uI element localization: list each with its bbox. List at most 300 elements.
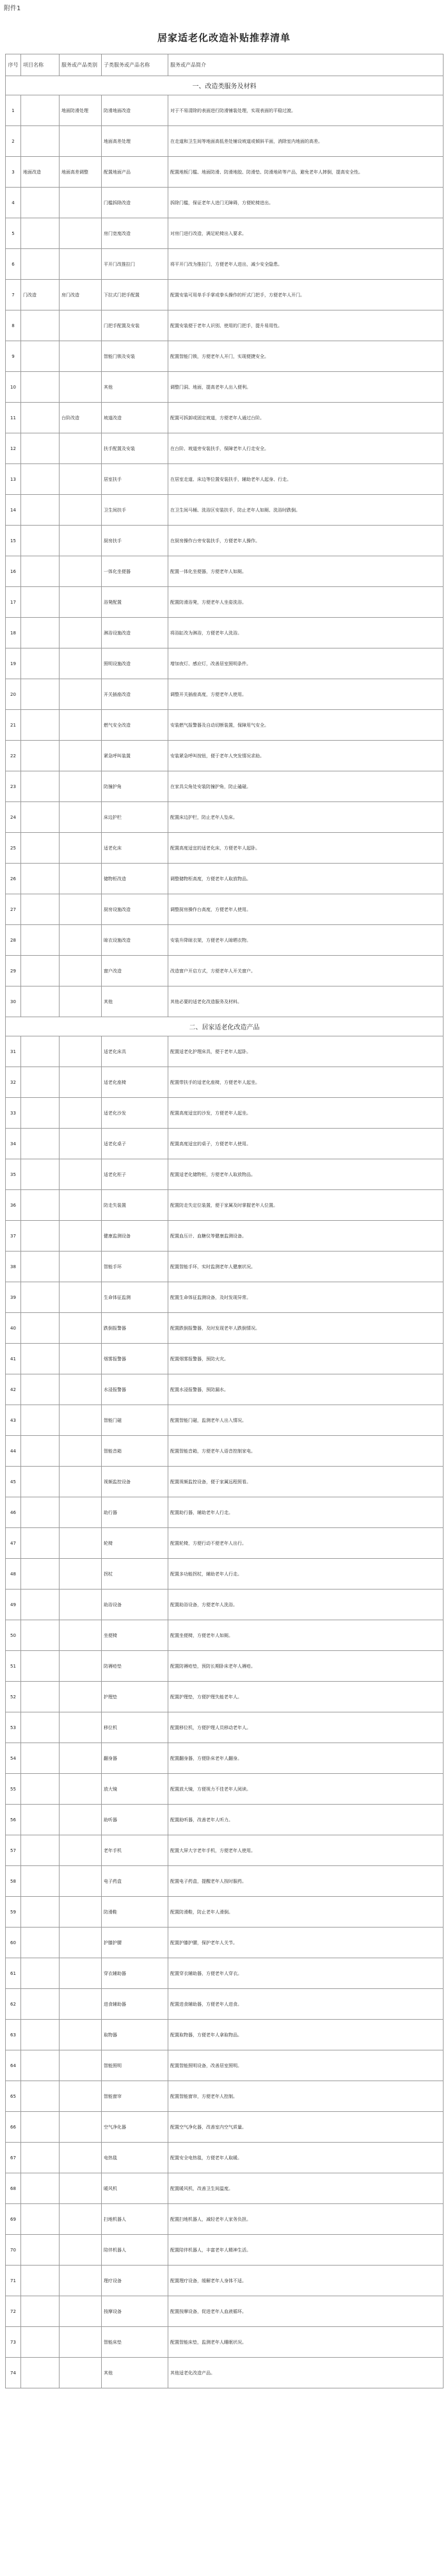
row-number: 8 [6,310,21,341]
row-category [60,1467,102,1497]
row-project [21,1190,60,1220]
row-description: 将浴缸改为淋浴，方便老年人洗浴。 [168,618,444,648]
row-number: 50 [6,1620,21,1650]
row-subcategory: 地面高差处理 [102,126,168,156]
row-subcategory: 平开门改推拉门 [102,249,168,279]
row-category [60,372,102,402]
row-description: 配置扫地机器人，减轻老年人家务负担。 [168,2204,444,2234]
table-row [6,249,444,280]
table-row [6,1129,444,1159]
row-description: 在台阶、坡道旁安装扶手，保障老年人行走安全。 [168,433,444,463]
row-subcategory: 扫地机器人 [102,2204,168,2234]
row-category [60,1405,102,1435]
row-project [21,249,60,279]
row-description: 配置安全电热毯，方便老年人取暖。 [168,2143,444,2173]
row-description: 配置助听器，改善老年人听力。 [168,1805,444,1835]
row-subcategory: 其他 [102,372,168,402]
row-description: 在卫生间马桶、洗浴区安装扶手，防止老年人如厕、洗浴时跌倒。 [168,495,444,525]
row-project [21,2235,60,2265]
row-project [21,126,60,156]
table-row [6,2204,444,2235]
row-number: 58 [6,1866,21,1896]
row-subcategory: 电热毯 [102,2143,168,2173]
row-description: 配置床边护栏，防止老年人坠床。 [168,802,444,832]
row-description: 配置适老化储物柜，方便老年人取放物品。 [168,1159,444,1189]
row-category [60,2327,102,2357]
table-row [6,1405,444,1436]
row-number: 55 [6,1774,21,1804]
row-number: 14 [6,495,21,525]
row-project [21,1712,60,1743]
header-category: 服务或产品类别 [60,54,102,76]
row-description: 配置高度适宜的沙发，方便老年人起坐。 [168,1098,444,1128]
row-subcategory: 适老化床具 [102,1036,168,1067]
row-number: 65 [6,2081,21,2111]
row-project [21,2204,60,2234]
row-description: 配置血压计、血糖仪等健康监测设备。 [168,1221,444,1251]
row-number: 24 [6,802,21,832]
row-project [21,2327,60,2357]
row-subcategory: 视频监控设备 [102,1467,168,1497]
row-category [60,1282,102,1312]
row-project [21,1958,60,1988]
row-subcategory: 浴凳配置 [102,587,168,617]
row-subcategory: 卫生间扶手 [102,495,168,525]
row-subcategory: 助行器 [102,1497,168,1527]
row-project [21,433,60,463]
row-description: 将平开门改为推拉门，方便老年人进出，减少安全隐患。 [168,249,444,279]
row-subcategory: 适老化座椅 [102,1067,168,1097]
row-number: 29 [6,956,21,986]
table-row [6,1989,444,2020]
row-project [21,310,60,341]
row-project [21,1989,60,2019]
row-project [21,1098,60,1128]
row-subcategory: 防走失装置 [102,1190,168,1220]
row-number: 31 [6,1036,21,1067]
table-row [6,587,444,618]
row-project [21,341,60,371]
row-subcategory: 门把手配置及安装 [102,310,168,341]
section-row [6,76,444,95]
row-category [60,833,102,863]
row-description: 配置暖风机，改善卫生间温度。 [168,2173,444,2203]
row-category [60,1897,102,1927]
row-subcategory: 防撞护角 [102,771,168,801]
table-row [6,648,444,679]
row-description: 配置放大镜，方便视力不佳老年人阅读。 [168,1774,444,1804]
row-project [21,833,60,863]
row-description: 在走道和卫生间等地面高低差处铺设坡道或倾斜平面，消除室内地面的高差。 [168,126,444,156]
row-project [21,2143,60,2173]
row-project [21,1036,60,1067]
row-description: 配置理疗设备，缓解老年人身体不适。 [168,2266,444,2296]
header-description: 服务或产品简介 [168,54,444,76]
row-subcategory: 老年手机 [102,1835,168,1865]
table-row [6,1374,444,1405]
row-subcategory: 燃气安全改造 [102,710,168,740]
table-row [6,556,444,587]
row-number: 54 [6,1743,21,1773]
row-description: 配置安装便于老年人识别、使用的门把手，提升易用性。 [168,310,444,341]
row-project [21,2020,60,2050]
row-project [21,1313,60,1343]
table-row [6,1190,444,1221]
table-row [6,310,444,341]
table-row [6,833,444,864]
row-project [21,648,60,679]
row-number: 6 [6,249,21,279]
row-project [21,1344,60,1374]
table-row [6,1712,444,1743]
row-description: 在居室走道、床边等位置安装扶手，辅助老年人起身、行走。 [168,464,444,494]
row-category [60,1805,102,1835]
row-subcategory: 厨房扶手 [102,526,168,556]
row-project [21,1897,60,1927]
table-row [6,2020,444,2050]
row-category [60,126,102,156]
row-subcategory: 助浴设备 [102,1590,168,1620]
row-description: 配置大屏大字老年手机，方便老年人使用。 [168,1835,444,1865]
row-subcategory: 照明设施改造 [102,648,168,679]
row-project [21,618,60,648]
row-subcategory: 一体化坐便器 [102,556,168,586]
row-category [60,1374,102,1405]
row-category [60,1067,102,1097]
row-category [60,2112,102,2142]
row-description: 调整厨房操作台高度，方便老年人使用。 [168,894,444,924]
row-project [21,1528,60,1558]
row-number: 3 [6,157,21,187]
row-category [60,1651,102,1681]
row-number: 23 [6,771,21,801]
row-subcategory: 护理垫 [102,1682,168,1712]
section-title: 一、改造类服务及材料 [6,76,444,95]
row-category [60,1559,102,1589]
table-row [6,1313,444,1344]
table-row [6,2050,444,2081]
table-row [6,2266,444,2296]
row-category [60,310,102,341]
row-number: 52 [6,1682,21,1712]
row-project: 门改造 [21,280,60,310]
row-description: 配置穿衣辅助器，方便老年人穿衣。 [168,1958,444,1988]
table-row [6,1651,444,1682]
row-description: 配置视频监控设备，便于家属远程照看。 [168,1467,444,1497]
row-number: 15 [6,526,21,556]
row-description: 改造窗户开启方式，方便老年人开关窗户。 [168,956,444,986]
table-row [6,1436,444,1467]
row-subcategory: 智能床垫 [102,2327,168,2357]
row-number: 1 [6,95,21,125]
row-category [60,2020,102,2050]
row-project [21,1497,60,1527]
row-number: 70 [6,2235,21,2265]
row-project [21,1252,60,1282]
row-project [21,1221,60,1251]
table-row [6,1098,444,1129]
row-subcategory: 防滑鞋 [102,1897,168,1927]
row-category [60,956,102,986]
row-category [60,495,102,525]
row-description: 配置智能床垫，监测老年人睡眠状况。 [168,2327,444,2357]
row-project [21,2296,60,2326]
row-description: 其他必要的适老化改造服务及材料。 [168,986,444,1017]
row-subcategory: 拐杖 [102,1559,168,1589]
section-row [6,1017,444,1036]
row-number: 22 [6,741,21,771]
row-project [21,1374,60,1405]
row-description: 配置防滑浴凳，方便老年人坐姿洗浴。 [168,587,444,617]
row-subcategory: 跌倒报警器 [102,1313,168,1343]
table-row [6,280,444,310]
row-subcategory: 其他 [102,2358,168,2388]
table-row [6,1774,444,1805]
row-project [21,1928,60,1958]
table-row [6,2235,444,2266]
table-row [6,1743,444,1774]
row-number: 13 [6,464,21,494]
row-number: 11 [6,403,21,433]
row-project [21,802,60,832]
row-number: 35 [6,1159,21,1189]
row-number: 56 [6,1805,21,1835]
row-number: 32 [6,1067,21,1097]
row-subcategory: 门槛拆除改造 [102,188,168,218]
row-description: 增加夜灯、感应灯，改善居室照明条件。 [168,648,444,679]
row-category [60,802,102,832]
table-row [6,188,444,218]
row-subcategory: 水浸报警器 [102,1374,168,1405]
row-number: 74 [6,2358,21,2388]
row-subcategory: 厨房设施改造 [102,894,168,924]
row-project [21,1651,60,1681]
row-category [60,2358,102,2388]
table-row [6,771,444,802]
table-row [6,2112,444,2143]
row-description: 配置高度适宜的适老化床，方便老年人起卧。 [168,833,444,863]
row-category [60,587,102,617]
row-number: 12 [6,433,21,463]
row-project [21,1405,60,1435]
row-category [60,1743,102,1773]
row-subcategory: 适老化沙发 [102,1098,168,1128]
row-category [60,1774,102,1804]
row-category [60,710,102,740]
row-description: 配置智能门锁，方便老年人开门，实现便捷安全。 [168,341,444,371]
row-description: 配置安装可用单手手掌或拳头操作的杆式门把手，方便老年人开门。 [168,280,444,310]
row-category [60,2204,102,2234]
table-header-row [6,54,444,76]
row-project [21,1590,60,1620]
row-number: 62 [6,1989,21,2019]
header-no: 序号 [6,54,21,76]
table-row [6,1559,444,1590]
row-description: 配置智能照明设备，改善居室照明。 [168,2050,444,2081]
row-subcategory: 翻身器 [102,1743,168,1773]
row-project [21,2173,60,2203]
row-number: 44 [6,1436,21,1466]
row-number: 17 [6,587,21,617]
row-category [60,1436,102,1466]
row-number: 57 [6,1835,21,1865]
table-row [6,126,444,157]
row-description: 安装紧急呼叫按钮，便于老年人突发情况求助。 [168,741,444,771]
row-project [21,1159,60,1189]
row-number: 49 [6,1590,21,1620]
row-project [21,1436,60,1466]
row-subcategory: 防滑地面改造 [102,95,168,125]
row-number: 59 [6,1897,21,1927]
row-category [60,218,102,248]
row-project [21,1067,60,1097]
row-project [21,372,60,402]
table-row [6,1958,444,1989]
row-number: 46 [6,1497,21,1527]
row-number: 27 [6,894,21,924]
row-description: 调整储物柜高度，方便老年人取放物品。 [168,864,444,894]
table-row [6,2358,444,2388]
row-category [60,1928,102,1958]
row-number: 16 [6,556,21,586]
row-subcategory: 淋浴设施改造 [102,618,168,648]
row-number: 53 [6,1712,21,1743]
row-subcategory: 坐便椅 [102,1620,168,1650]
row-description: 拆除门槛，保证老年人进门无障碍，方便轮椅进出。 [168,188,444,218]
row-subcategory: 居室扶手 [102,464,168,494]
row-subcategory: 护膝护腰 [102,1928,168,1958]
row-subcategory: 按摩设备 [102,2296,168,2326]
table-row [6,864,444,894]
row-number: 36 [6,1190,21,1220]
row-category [60,1221,102,1251]
row-project [21,556,60,586]
row-description: 配置烟雾报警器，预防火灾。 [168,1344,444,1374]
row-category [60,771,102,801]
row-description: 安装燃气报警器及自动切断装置，保障用气安全。 [168,710,444,740]
checklist-table [5,54,444,2388]
row-subcategory: 烟雾报警器 [102,1344,168,1374]
row-number: 30 [6,986,21,1017]
row-project [21,188,60,218]
row-category [60,1036,102,1067]
row-number: 43 [6,1405,21,1435]
row-number: 25 [6,833,21,863]
row-number: 60 [6,1928,21,1958]
row-project [21,526,60,556]
table-row [6,2327,444,2358]
row-category [60,556,102,586]
row-project [21,679,60,709]
row-subcategory: 其他 [102,986,168,1017]
row-subcategory: 穿衣辅助器 [102,1958,168,1988]
row-number: 47 [6,1528,21,1558]
row-project [21,771,60,801]
row-subcategory: 智能门锁及安装 [102,341,168,371]
row-number: 38 [6,1252,21,1282]
row-project [21,1743,60,1773]
row-category [60,2143,102,2173]
table-row [6,1282,444,1313]
row-subcategory: 轮椅 [102,1528,168,1558]
row-description: 配置助浴设备，方便老年人洗浴。 [168,1590,444,1620]
row-subcategory: 开关插座改造 [102,679,168,709]
row-number: 9 [6,341,21,371]
row-project [21,2112,60,2142]
table-row [6,986,444,1017]
row-description: 配置智能手环，实时监测老年人健康状况。 [168,1252,444,1282]
row-description: 配置防褥疮垫，预防长期卧床老年人褥疮。 [168,1651,444,1681]
row-category [60,1497,102,1527]
page-title: 居家适老化改造补贴推荐清单 [157,32,291,44]
row-category [60,1129,102,1159]
table-row [6,2173,444,2204]
row-project [21,495,60,525]
table-row [6,95,444,126]
row-subcategory: 放大镜 [102,1774,168,1804]
row-description: 配置空气净化器，改善室内空气质量。 [168,2112,444,2142]
table-row [6,1682,444,1712]
table-row [6,403,444,433]
row-project [21,2358,60,2388]
table-row [6,495,444,526]
row-description: 配置移位机，方便护理人员移动老年人。 [168,1712,444,1743]
table-row [6,157,444,188]
row-number: 10 [6,372,21,402]
row-category [60,618,102,648]
row-subcategory: 坡道改造 [102,403,168,433]
table-row [6,1344,444,1374]
row-subcategory: 生命体征监测 [102,1282,168,1312]
row-number: 73 [6,2327,21,2357]
table-row [6,526,444,556]
row-category [60,249,102,279]
attachment-label: 附件1 [4,5,21,12]
row-description: 配置多功能拐杖，辅助老年人行走。 [168,1559,444,1589]
row-project [21,956,60,986]
row-project [21,864,60,894]
row-description: 配置水浸报警器，预防漏水。 [168,1374,444,1405]
row-category [60,894,102,924]
table-row [6,1467,444,1497]
row-category [60,2081,102,2111]
row-category [60,1313,102,1343]
row-number: 21 [6,710,21,740]
row-subcategory: 取物器 [102,2020,168,2050]
row-number: 71 [6,2266,21,2296]
row-subcategory: 移位机 [102,1712,168,1743]
table-row [6,1897,444,1928]
row-subcategory: 空气净化器 [102,2112,168,2142]
table-row [6,2296,444,2327]
row-number: 2 [6,126,21,156]
table-row [6,1252,444,1282]
row-description: 配置跌倒报警器，及时发现老年人跌倒情况。 [168,1313,444,1343]
row-description: 调整开关插座高度，方便老年人使用。 [168,679,444,709]
row-number: 72 [6,2296,21,2326]
table-row [6,1835,444,1866]
row-project [21,1805,60,1835]
row-category [60,1866,102,1896]
row-category [60,1682,102,1712]
row-number: 19 [6,648,21,679]
table-row [6,1928,444,1958]
table-row [6,1067,444,1098]
table-row [6,1590,444,1620]
row-category [60,2235,102,2265]
row-number: 45 [6,1467,21,1497]
table-row [6,1866,444,1897]
